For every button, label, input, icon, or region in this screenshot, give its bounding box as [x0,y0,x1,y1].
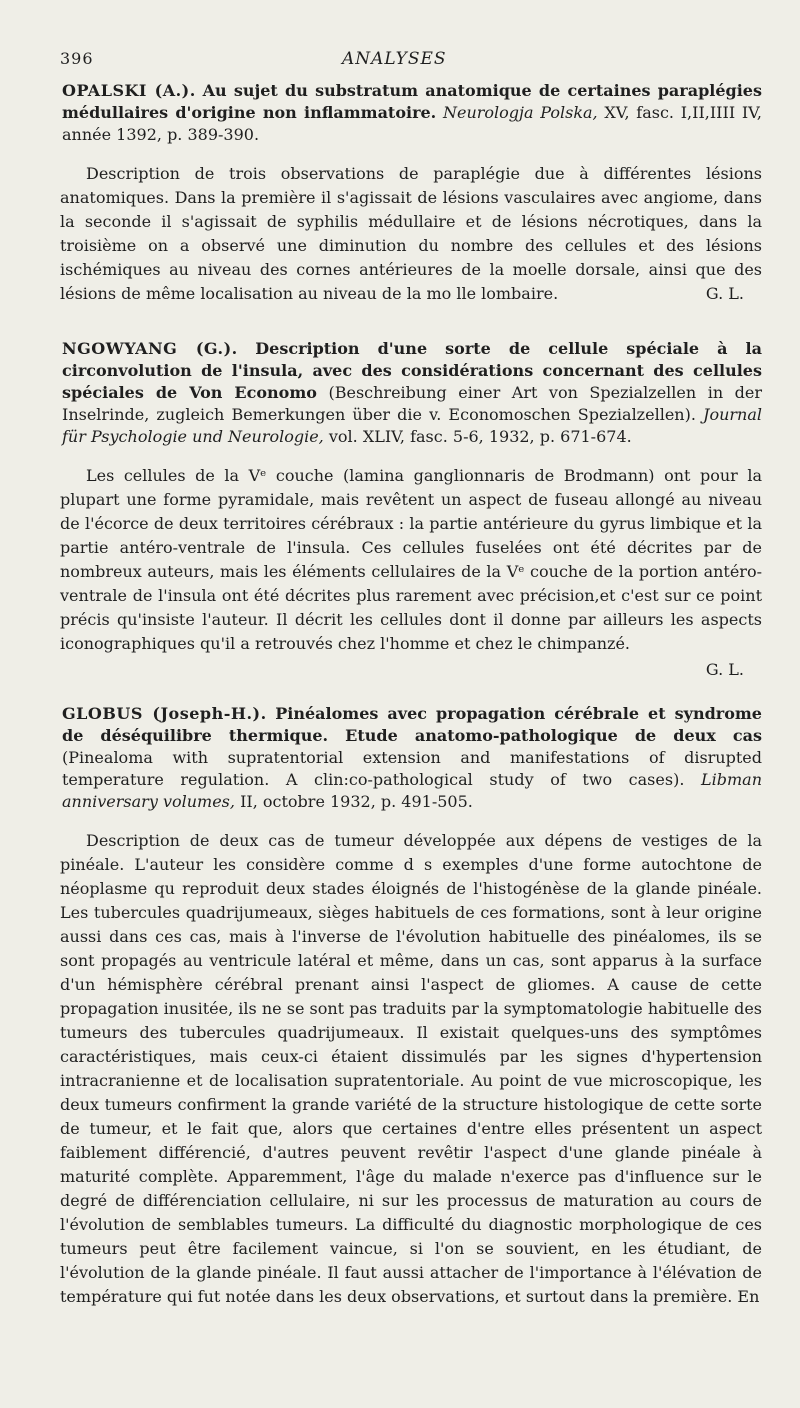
article-title: Pinéalomes avec propagation cérébrale et syndrome de déséquilibre thermique. Etude anatomo-pathologique de deux cas [62,704,762,745]
article-author: OPALSKI (A.). [62,81,196,100]
article-abstract-text: Description de trois observations de paraplégie due à différentes lésions anatomiques. Dans la première il s'agissait de lésions vasculaires avec angiome, dans la seconde il s'agissait de syphilis médullaire et de lésions nécrotiques, dans la troisième on a observé une diminution du nombre des cellules et des lésions ischémiques au niveau des cornes antérieures de la moelle dorsale, ainsi que des lésions de même localisation au niveau de la mo lle lombaire. [60,164,762,303]
article-citation: vol. XLIV, fasc. 5-6, 1932, p. 671-674. [328,427,632,446]
article-signature: G. L. [705,660,744,679]
article-heading [60,80,762,146]
article-author: GLOBUS (Joseph-H.). [62,704,267,723]
page-header [60,49,762,71]
article-title: Au sujet du substratum anatomique de certaines paraplégies médullaires d'origine non inflammatoire. [62,81,762,122]
article-subtitle: (Beschreibung einer Art von Spezialzellen in der Inselrinde, zugleich Bemerkungen über die v. Economoschen Spezialzellen). [62,383,762,424]
article-subtitle: (Pinealoma with supratentorial extension and manifestations of disrupted temperature regulation. A clin:co-pathological study of two cases). [62,748,762,789]
article-heading [60,703,762,813]
article-journal: Neurologja Polska, [442,103,598,122]
page-number: 396 [60,49,94,68]
article-abstract [60,162,762,306]
article-globus [60,703,762,1309]
article-abstract: Description de deux cas de tumeur développée aux dépens de vestiges de la pinéale. L'auteur les considère comme d s exemples d'une forme autochtone de néoplasme qu reproduit deux stades éloignés de l'histogénèse de la glande pinéale. Les tubercules quadrijumeaux, sièges habituels de ces formations, sont à leur origine aussi dans ces cas, mais à l'inverse de l'évolution habituelle des pinéalomes, ils se sont propagés au ventricule latéral et même, dans un cas, sont apparus à la surface d'un hémisphère cérébral prenant ainsi l'aspect de gliomes. A cause de cette propagation inusitée, ils ne se sont pas traduits par la symptomatologie habituelle des tumeurs des tubercules quadrijumeaux. Il existait quelques-uns des symptômes caractéristiques, mais ceux-ci étaient dissimulés par les signes d'hypertension intracranienne et de localisation supratentoriale. Au point de vue microscopique, les deux tumeurs confirment la grande variété de la structure histologique de cette sorte de tumeur, et le fait que, alors que certaines d'entre elles présentent un aspect faiblement différencié, d'autres peuvent revêtir l'aspect d'une glande pinéale à maturité complète. Apparemment, l'âge du malade n'exerce pas d'influence sur le degré de différenciation cellulaire, ni sur les processus de maturation au cours de l'évolution de semblables tumeurs. La difficulté du diagnostic morphologique de ces tumeurs peut être facilement vaincue, si l'on se souvient, en les étudiant, de l'évolution de la glande pinéale. Il faut aussi attacher de l'importance à l'élévation de température qui fut notée dans les deux observations, et surtout dans la première. En [60,831,762,1306]
article-abstract: Les cellules de la Vᵉ couche (lamina ganglionnaris de Brodmann) ont pour la plupart une forme pyramidale, mais revêtent un aspect de fuseau allongé au niveau de l'écorce de deux territoires cérébraux : la partie antérieure du gyrus limbique et la partie antéro-ventrale de l'insula. Ces cellules fuselées ont été décrites par de nombreux auteurs, mais les éléments cellulaires de la Vᵉ couche de la portion antéro-ventrale de l'insula ont été décrites plus rarement avec précision,et c'est sur ce point précis qu'insiste l'auteur. Il décrit les cellules dont il donne par ailleurs les aspects iconographiques qu'il a retrouvés chez l'homme et chez le chimpanzé. [60,466,762,653]
article-opalski [60,80,762,306]
article-signature: G. L. [705,284,744,303]
article-heading [60,338,762,448]
article-author: NGOWYANG (G.). [62,339,238,358]
article-journal: Libman anniversary volumes, [62,770,762,811]
article-citation: II, octobre 1932, p. 491-505. [240,792,473,811]
running-head: ANALYSES [342,49,447,69]
article-journal: Journal für Psychologie und Neurologie, [62,405,762,446]
article-title: Description d'une sorte de cellule spéciale à la circonvolution de l'insula, avec des considérations concernant des cellules spéciales de Von Economo [62,339,762,402]
article-ngowyang [60,338,762,682]
article-citation: XV, fasc. I,II,IIII IV, année 1392, p. 389-390. [62,103,763,144]
